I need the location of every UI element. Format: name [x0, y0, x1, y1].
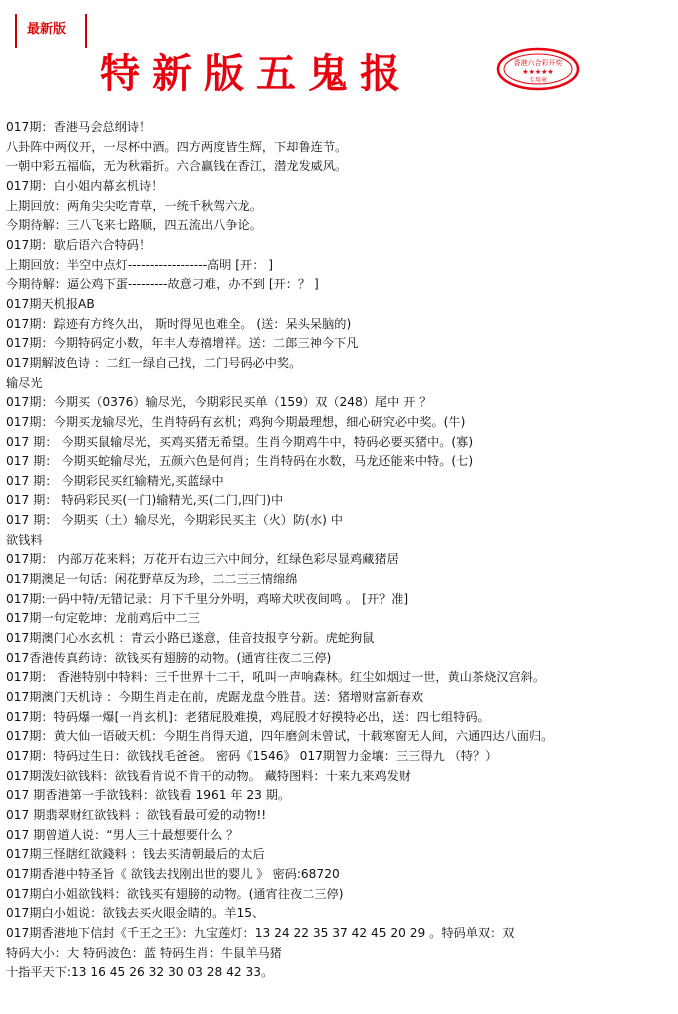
text-line: 017期：特码爆一爆[一肖玄机]：老猪屁股难摸，鸡屁股才好摸特必出，送：四七组特码。: [6, 709, 490, 724]
text-line: 017期白小姐说：欲钱去买火眼金睛的。羊15、: [6, 906, 265, 921]
text-line: 017期：今期买（0376）输尽光，今期彩民买单（159）双（248）尾中 开 ？: [6, 395, 432, 410]
edition-label: 最新版: [27, 22, 67, 37]
text-line: 017期：踪迹有方终久出， 斯时得见也难全。 (送：呆头呆脑的): [6, 316, 352, 331]
text-line: 017期一句定乾坤：龙前鸡后中二三: [6, 611, 200, 626]
text-line: 017 期： 特码彩民买(一门)输精光,买(二门,四门)中: [6, 493, 284, 508]
text-line: 017 期曾道人说：“男人三十最想要什么 ？: [6, 827, 239, 842]
text-lines: [6, 118, 674, 983]
text-line: 017期香港中特圣旨《 欲钱去找刚出世的婴儿 》 密码:68720: [6, 866, 340, 881]
text-line: 017期澳门天机诗 ：今期生肖走在前，虎踞龙盘今胜昔。送：猪增财富新春欢: [6, 690, 424, 705]
text-line: 输尽光: [6, 375, 43, 390]
text-line: 上期回放：半空中点灯------------------高明 [开： ]: [6, 257, 274, 272]
text-line: 017 期香港第一手欲钱料：欲钱看 1961 年 23 期。: [6, 788, 291, 803]
svg-text:专用章: 专用章: [528, 77, 548, 84]
seal-stamp-icon: [496, 46, 580, 92]
text-line: 欲钱料: [6, 532, 43, 547]
text-line: 今期待解：三八飞来七路顺，四五流出八争论。: [6, 218, 262, 233]
edition-badge: [15, 14, 87, 48]
text-line: 017期白小姐欲钱料：欲钱买有翅膀的动物。(通宵往夜二三停): [6, 886, 344, 901]
text-line: 017期：白小姐内幕玄机诗！: [6, 178, 164, 193]
text-line: 017 期翡翠财红欲钱料 ：欲钱看最可爱的动物!!: [6, 807, 267, 822]
text-line: 一朝中彩五福临，无为秋霜折。六合赢钱在香江，潜龙发威风。: [6, 159, 348, 174]
text-line: 017 期： 今期买蛇输尽光，五颜六色是何肖；生肖特码在水数，马龙还能来中特。(七): [6, 454, 474, 469]
text-line: 017期： 内部万花来料；万花开右边三六中间分，红绿色彩尽显鸡藏猪居: [6, 552, 399, 567]
text-line: 特码大小：大 特码波色：蓝 特码生肖：牛鼠羊马猪: [6, 945, 282, 960]
text-line: 八卦阵中两仪开，一尽杯中酒。四方两度皆生辉，下却鲁连节。: [6, 139, 348, 154]
text-line: 今期待解：逼公鸡下蛋---------故意刁难，办不到 [开：？ ]: [6, 277, 319, 292]
text-line: 017期：香港马会总纲诗！: [6, 120, 152, 134]
text-line: 017期泼妇欲钱料：欲钱看肯说不肯干的动物。 藏特图料：十来九来鸡发财: [6, 768, 411, 783]
text-line: 017 期： 今期彩民买红输精光,买蓝绿中: [6, 473, 224, 488]
text-line: 017期解波色诗 ：二红一绿自己找，二门号码必中奖。: [6, 355, 302, 370]
text-line: 十指平天下:13 16 45 26 32 30 03 28 42 33。: [6, 965, 274, 980]
text-line: 017期：今期买龙输尽光，生肖特码有玄机；鸡狗今期最理想，细心研究必中奖。(牛): [6, 414, 466, 429]
page-title: 特新版五鬼报: [100, 50, 412, 97]
text-line: 017期：今期特码定小数，年丰人寿禧增祥。送：二郎三神今下凡: [6, 336, 359, 351]
text-line: 017期天机报AB: [6, 296, 95, 311]
text-line: 017 期： 今期买（土）输尽光，今期彩民买主（火）防(水) 中: [6, 513, 343, 528]
text-line: 017期香港地下信封《千王之王》：九宝莲灯：13 24 22 35 37 42 45 20 29 。特码单双：双: [6, 925, 515, 940]
svg-text:香港六合彩开奖: 香港六合彩开奖: [513, 59, 563, 67]
text-line: 017期：歇后语六合特码！: [6, 237, 152, 252]
text-line: 017期澳足一句话：闲花野草反为珍，二二三三情绵绵: [6, 572, 298, 587]
text-line: 017期澳门心水玄机 ：青云小路已遂意，佳音技报亨兮新。虎蛇狗鼠: [6, 631, 375, 646]
text-line: 017香港传真药诗：欲钱买有翅膀的动物。(通宵往夜二三停): [6, 650, 332, 665]
text-line: 上期回放：两角尖尖吃青草，一统千秋驾六龙。: [6, 198, 262, 213]
text-line: 017期：特码过生日：欲钱找毛爸爸。 密码《1546》 017期智力金壤：三三得九 （特？）: [6, 749, 498, 763]
text-line: 017期:一码中特/无错记录：月下千里分外明，鸡啼犬吠夜间鸣 。 [开？准]: [6, 591, 409, 606]
svg-text:★★★★★: ★★★★★: [522, 68, 554, 76]
text-line: 017期三怪瞎红欲錢料 ：钱去买清朝最后的太后: [6, 847, 265, 862]
text-line: 017期： 香港特别中特料：三千世界十二干，吼叫一声响森林。红尘如烟过一世，黄山茶烧汉宫斜。: [6, 670, 546, 685]
text-line: 017 期： 今期买鼠输尽光，买鸡买猪无希望。生肖今期鸡牛中，特码必要买猪中。(寡): [6, 434, 474, 449]
text-line: 017期：黄大仙一语破天机：今期生肖得天道，四年磨剑未曾试，十载寒窗无人间，六通四达八面归。: [6, 729, 554, 744]
